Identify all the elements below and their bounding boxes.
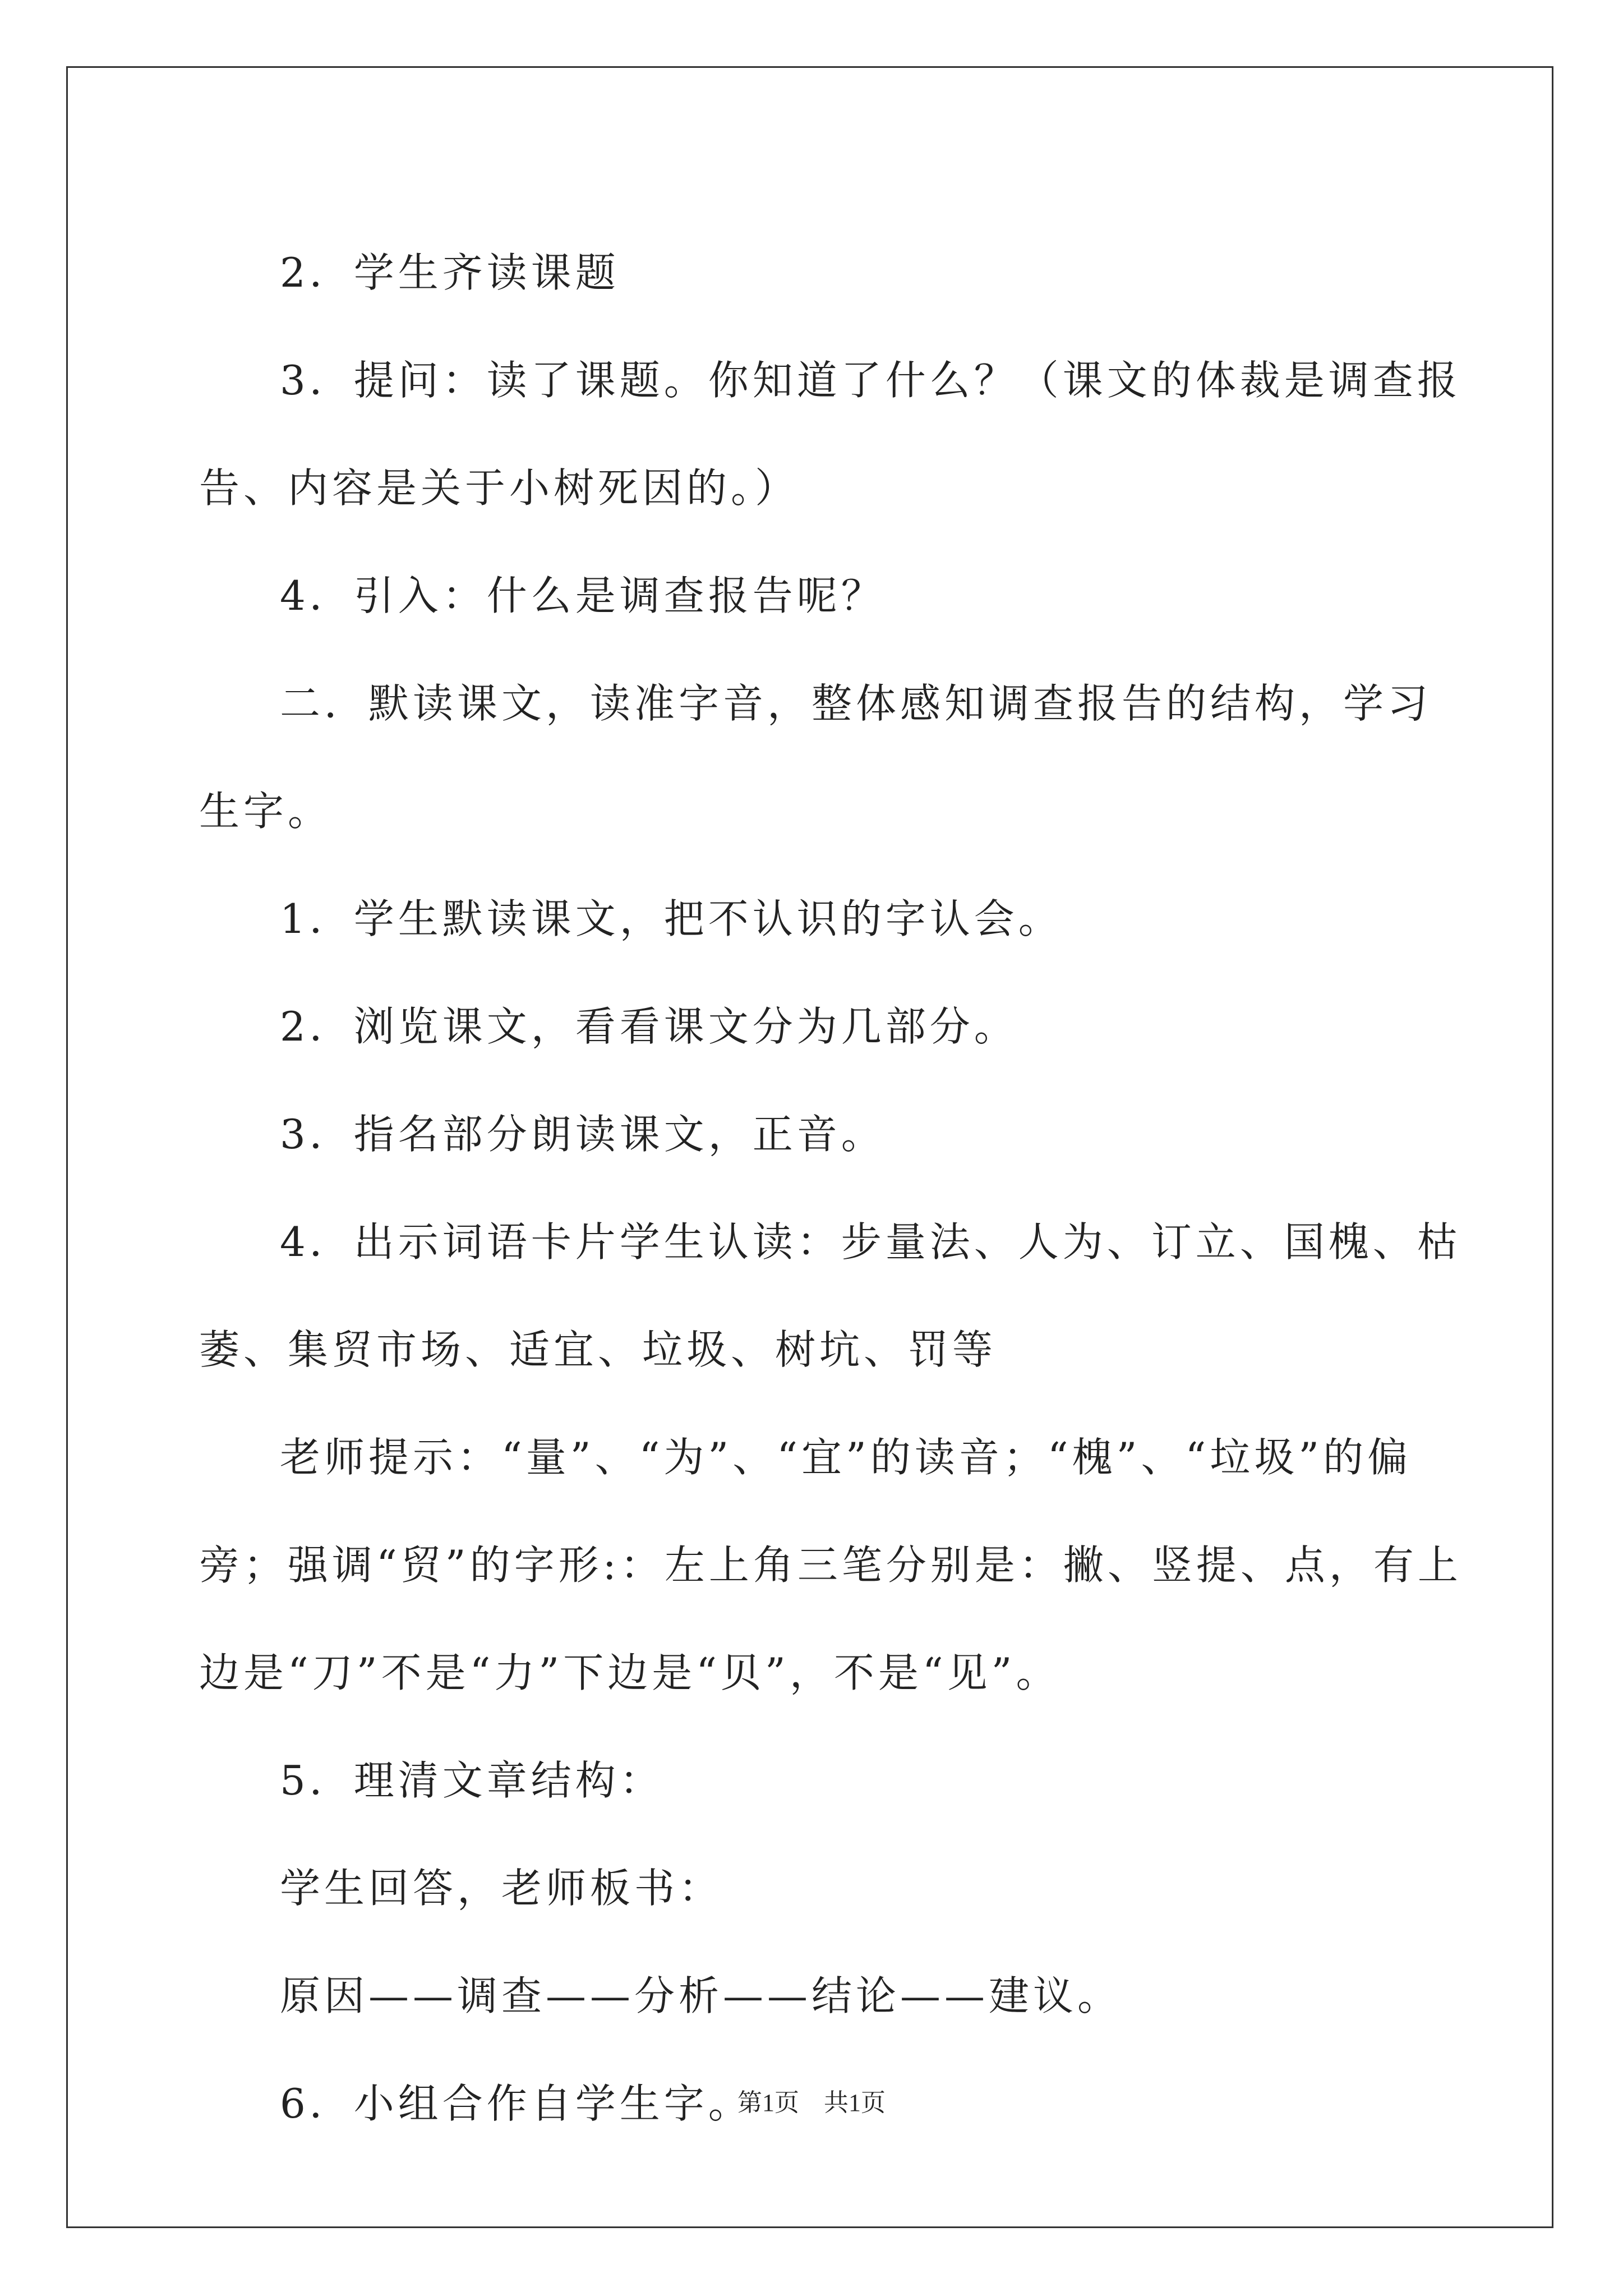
paragraph: 2．学生齐读课题 xyxy=(280,249,620,296)
paragraph: 原因——调查——分析——结论——建议。 xyxy=(280,1972,1122,2019)
paragraph: 5．理清文章结构： xyxy=(280,1757,664,1804)
paragraph: 4．出示词语卡片学生认读：步量法、人为、订立、国槐、枯萎、集贸市场、适宜、垃圾、树坑、罚等 xyxy=(199,1218,1461,1373)
paragraph: 4．引入：什么是调查报告呢？ xyxy=(280,572,886,619)
paragraph: 6．小组合作自学生字。 xyxy=(280,2080,753,2127)
page-number-footer: 第1页 共1页 xyxy=(737,2089,886,2116)
paragraph: 1．学生默读课文，把不认识的字认会。 xyxy=(280,895,1063,942)
paragraph: 老师提示：“量”、“为”、“宜”的读音；“槐”、“垃圾”的偏旁；强调“贸”的字形:：左上角三笔分别是：撇、竖提、点，有上边是“刀”不是“力”下边是“贝”，不是“见”。 xyxy=(199,1434,1462,1696)
paragraph: 2．浏览课文，看看课文分为几部分。 xyxy=(280,1003,1018,1050)
paragraph: 二．默读课文，读准字音，整体感知调查报告的结构，学习生字。 xyxy=(199,680,1432,835)
paragraph: 3．指名部分朗读课文，正音。 xyxy=(280,1111,886,1158)
paragraph: 学生回答，老师板书： xyxy=(280,1865,723,1912)
paragraph: 3．提问：读了课题。你知道了什么？（课文的体裁是调查报告、内容是关于小树死因的。） xyxy=(199,357,1461,512)
document-body xyxy=(199,219,1472,2157)
